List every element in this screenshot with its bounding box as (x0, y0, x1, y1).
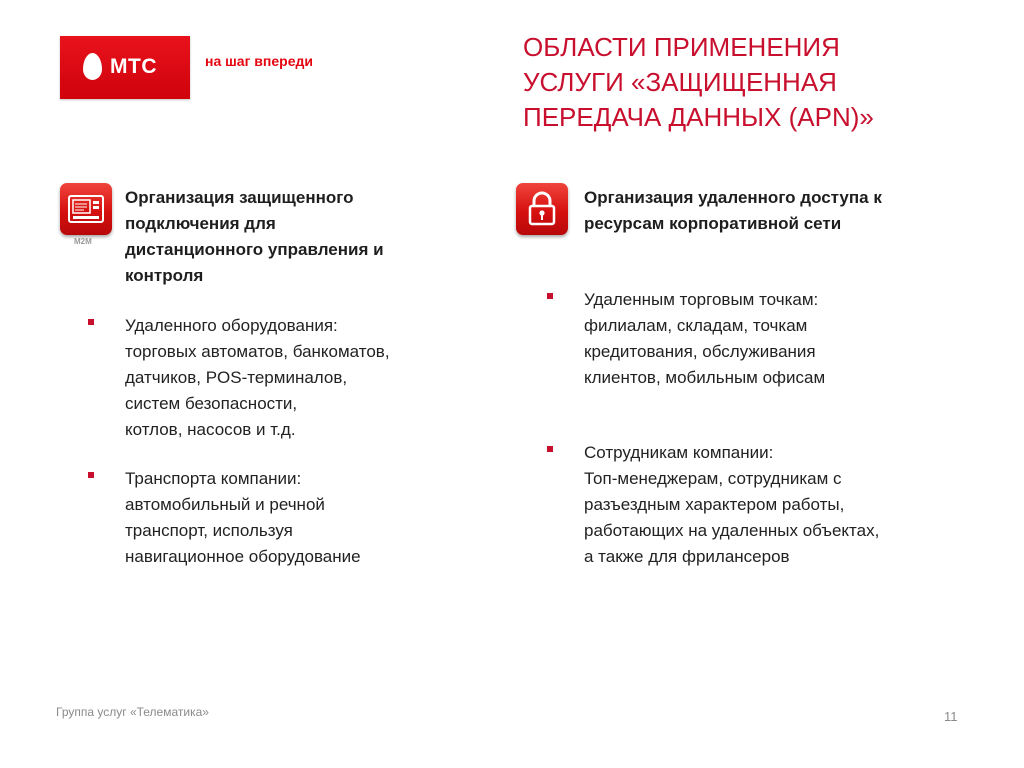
m2m-terminal-icon (60, 183, 112, 235)
bullet-line: торговых автоматов, банкоматов, (125, 342, 390, 361)
bullet-marker-icon (88, 319, 94, 325)
mts-egg-icon (83, 53, 102, 80)
m2m-caption: M2M (74, 237, 92, 246)
left-heading-line: дистанционного управления и (125, 240, 384, 259)
page-number: 11 (944, 709, 958, 724)
left-heading-line: Организация защищенного (125, 188, 354, 207)
logo-brand-text: МТС (110, 55, 157, 78)
bullet-line: автомобильный и речной (125, 495, 325, 514)
bullet-line: датчиков, POS-терминалов, (125, 368, 348, 387)
left-heading-line: подключения для (125, 214, 276, 233)
title-line: ПЕРЕДАЧА ДАННЫХ (APN)» (523, 102, 874, 132)
bullet-marker-icon (88, 472, 94, 478)
bullet-line: филиалам, складам, точкам (584, 316, 808, 335)
bullet-marker-icon (547, 293, 553, 299)
right-heading-line: ресурсам корпоративной сети (584, 214, 842, 233)
right-heading-line: Организация удаленного доступа к (584, 188, 882, 207)
title-line: УСЛУГИ «ЗАЩИЩЕННАЯ (523, 67, 837, 97)
title-line: ОБЛАСТИ ПРИМЕНЕНИЯ (523, 32, 840, 62)
footer-text: Группа услуг «Телематика» (56, 705, 209, 719)
bullet-line: работающих на удаленных объектах, (584, 521, 880, 540)
bullet-line: навигационное оборудование (125, 547, 361, 566)
bullet-line: а также для фрилансеров (584, 547, 790, 566)
bullet-line: систем безопасности, (125, 394, 298, 413)
left-heading-line: контроля (125, 266, 204, 285)
list-item (584, 440, 879, 570)
slide-title (523, 30, 963, 135)
bullet-line: Транспорта компании: (125, 469, 302, 488)
mts-logo (60, 36, 190, 99)
list-item (584, 287, 825, 391)
list-item (125, 313, 390, 443)
bullet-line: котлов, насосов и т.д. (125, 420, 296, 439)
bullet-line: Удаленным торговым точкам: (584, 290, 819, 309)
bullet-line: клиентов, мобильным офисам (584, 368, 826, 387)
bullet-line: транспорт, используя (125, 521, 293, 540)
bullet-marker-icon (547, 446, 553, 452)
bullet-line: Сотрудникам компании: (584, 443, 774, 462)
bullet-line: разъездным характером работы, (584, 495, 845, 514)
logo-slogan: на шаг впереди (205, 53, 313, 69)
bullet-line: Топ-менеджерам, сотрудникам с (584, 469, 842, 488)
lock-icon (516, 183, 568, 235)
right-heading (584, 185, 984, 237)
list-item (125, 466, 361, 570)
left-heading (125, 185, 485, 289)
bullet-line: кредитования, обслуживания (584, 342, 816, 361)
bullet-line: Удаленного оборудования: (125, 316, 338, 335)
